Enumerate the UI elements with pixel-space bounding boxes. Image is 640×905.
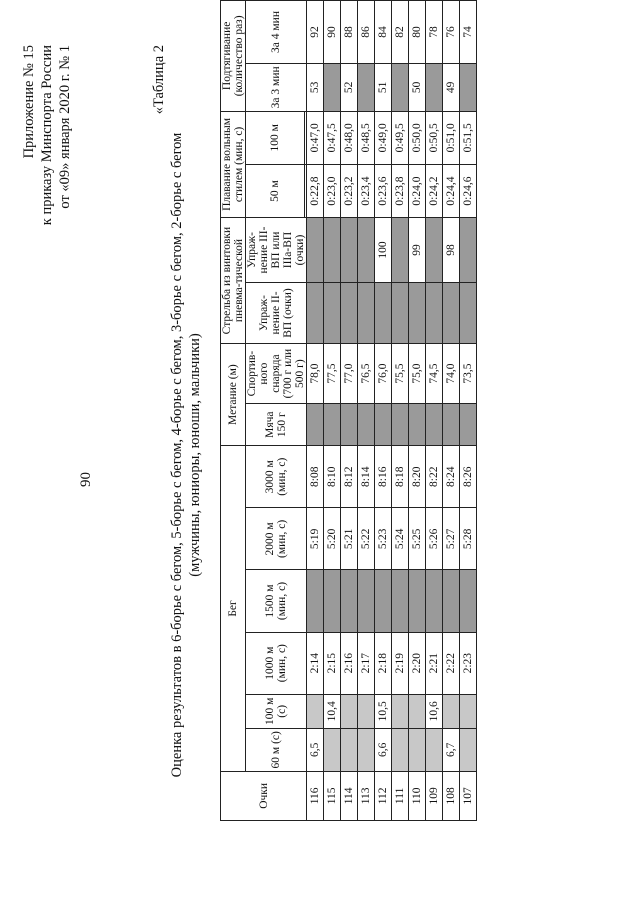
table-cell (409, 404, 426, 446)
col-swim-50: 50 м (246, 164, 305, 217)
table-cell: 0:49,5 (392, 111, 409, 164)
cell-points: 111 (392, 771, 409, 820)
col-sport: Спортив-ного снаряда (700 г или 500 г) (246, 344, 307, 404)
table-cell: 8:12 (341, 446, 358, 508)
table-cell (392, 218, 409, 283)
table-cell: 53 (307, 64, 324, 112)
cell-points: 116 (307, 771, 324, 820)
table-cell (358, 64, 375, 112)
table-row (307, 1, 324, 821)
table-cell (307, 218, 324, 283)
table-cell: 88 (341, 1, 358, 64)
table-cell: 8:08 (307, 446, 324, 508)
table-cell (324, 570, 341, 632)
table-cell: 90 (324, 1, 341, 64)
group-run: Бег (221, 446, 246, 772)
table-cell (443, 404, 460, 446)
table-cell (460, 404, 477, 446)
col-60m: 60 м (с) (246, 728, 307, 771)
table-cell: 2:15 (324, 632, 341, 694)
table-cell (409, 282, 426, 343)
table-cell (341, 282, 358, 343)
cell-points: 113 (358, 771, 375, 820)
table-cell: 78,0 (307, 344, 324, 404)
table-cell: 0:50,0 (409, 111, 426, 164)
table-cell: 99 (409, 218, 426, 283)
group-shoot: Стрельба из винтовки пневма-тической (221, 218, 246, 344)
table-cell: 0:49,0 (375, 111, 392, 164)
appendix-block (20, 45, 74, 305)
table-cell: 2:20 (409, 632, 426, 694)
table-cell (392, 694, 409, 728)
table-cell: 10,4 (324, 694, 341, 728)
table-cell: 74,5 (426, 344, 443, 404)
table-cell: 73,5 (460, 344, 477, 404)
table-cell: 92 (307, 1, 324, 64)
table-cell (307, 404, 324, 446)
table-cell: 2:21 (426, 632, 443, 694)
cell-points: 115 (324, 771, 341, 820)
table-cell: 10,5 (375, 694, 392, 728)
table-cell: 0:50,5 (426, 111, 443, 164)
table-label: «Таблица 2 (151, 45, 167, 115)
table-cell (443, 570, 460, 632)
table-cell (324, 728, 341, 771)
table-cell: 8:22 (426, 446, 443, 508)
table-cell (426, 570, 443, 632)
table-cell: 0:48,5 (358, 111, 375, 164)
table-cell: 82 (392, 1, 409, 64)
table-cell (460, 64, 477, 112)
table-heading (168, 25, 204, 885)
table-row (358, 1, 375, 821)
table-cell: 2:16 (341, 632, 358, 694)
table-cell: 10,6 (426, 694, 443, 728)
table-cell (307, 282, 324, 343)
table-cell (358, 728, 375, 771)
table-cell: 2:19 (392, 632, 409, 694)
table-row (392, 1, 409, 821)
table-cell (460, 218, 477, 283)
table-cell: 0:48,0 (341, 111, 358, 164)
table-cell (341, 694, 358, 728)
table-cell: 8:18 (392, 446, 409, 508)
table-cell: 5:25 (409, 508, 426, 570)
table-cell: 0:23,8 (392, 164, 409, 217)
table-cell: 5:28 (460, 508, 477, 570)
table-row (409, 1, 426, 821)
table-cell (392, 64, 409, 112)
col-100m: 100 м (с) (246, 694, 307, 728)
table-cell: 0:24,6 (460, 164, 477, 217)
table-cell (409, 694, 426, 728)
table-cell: 50 (409, 64, 426, 112)
table-cell: 49 (443, 64, 460, 112)
table-cell (426, 728, 443, 771)
table-cell (358, 282, 375, 343)
table-row (341, 1, 358, 821)
table-cell (426, 218, 443, 283)
table-cell: 5:21 (341, 508, 358, 570)
col-shoot-2: Упраж-нение II-ВП (очки) (246, 282, 307, 343)
table-cell: 0:22,8 (307, 164, 324, 217)
col-points: Очки (221, 771, 307, 820)
table-cell: 0:24,4 (443, 164, 460, 217)
col-2000m: 2000 м (мин, с) (246, 508, 307, 570)
table-cell (375, 404, 392, 446)
table-cell: 76,5 (358, 344, 375, 404)
table-cell: 2:14 (307, 632, 324, 694)
table-cell (443, 282, 460, 343)
table-cell (341, 218, 358, 283)
table-row (324, 1, 341, 821)
table-cell (426, 64, 443, 112)
appendix-line-2: к приказу Минспорта России (39, 45, 55, 226)
table-cell (460, 728, 477, 771)
table-cell (460, 282, 477, 343)
cell-points: 114 (341, 771, 358, 820)
cell-points: 110 (409, 771, 426, 820)
table-cell: 0:23,4 (358, 164, 375, 217)
table-cell: 2:17 (358, 632, 375, 694)
table-cell (324, 404, 341, 446)
table-cell: 6,5 (307, 728, 324, 771)
col-swim-100: 100 м (246, 111, 305, 164)
table-cell: 86 (358, 1, 375, 64)
table-row (375, 1, 392, 821)
table-cell (460, 570, 477, 632)
col-shoot-3: Упраж-нение III-ВП или IIIa-ВП (очки) (246, 218, 307, 283)
table-cell: 5:19 (307, 508, 324, 570)
table-cell (358, 404, 375, 446)
cell-points: 108 (443, 771, 460, 820)
table-cell (324, 282, 341, 343)
col-1000m: 1000 м (мин, с) (246, 632, 307, 694)
table-cell: 78 (426, 1, 443, 64)
table-cell (426, 282, 443, 343)
table-cell: 80 (409, 1, 426, 64)
table-cell: 0:23,0 (324, 164, 341, 217)
table-cell: 2:18 (375, 632, 392, 694)
table-cell: 8:20 (409, 446, 426, 508)
appendix-line-1: Приложение № 15 (21, 45, 37, 159)
table-cell: 77,5 (324, 344, 341, 404)
col-3000m: 3000 м (мин, с) (246, 446, 307, 508)
table-cell: 8:14 (358, 446, 375, 508)
table-cell (409, 570, 426, 632)
table-cell: 5:27 (443, 508, 460, 570)
table-cell: 5:23 (375, 508, 392, 570)
table-cell: 75,5 (392, 344, 409, 404)
table-cell (392, 570, 409, 632)
table-cell (426, 404, 443, 446)
results-table (220, 0, 477, 821)
table-cell: 6,6 (375, 728, 392, 771)
table-cell: 8:10 (324, 446, 341, 508)
table-cell: 75,0 (409, 344, 426, 404)
table-cell: 0:24,0 (409, 164, 426, 217)
table-cell: 6,7 (443, 728, 460, 771)
table-cell (307, 570, 324, 632)
table-body (307, 1, 477, 821)
table-cell: 0:47,5 (324, 111, 341, 164)
group-swim: Плавание вольным стилем (мин, с) (221, 111, 246, 217)
table-cell: 0:24,2 (426, 164, 443, 217)
table-cell: 98 (443, 218, 460, 283)
page-number: 90 (78, 472, 94, 487)
group-pull: Подтягивание (количество раз) (221, 1, 246, 112)
table-cell: 74,0 (443, 344, 460, 404)
cell-points: 107 (460, 771, 477, 820)
table-cell (341, 404, 358, 446)
table-cell: 51 (375, 64, 392, 112)
table-cell: 5:22 (358, 508, 375, 570)
table-cell: 2:22 (443, 632, 460, 694)
col-1500m: 1500 м (мин, с) (246, 570, 307, 632)
table-cell: 76,0 (375, 344, 392, 404)
table-cell (392, 728, 409, 771)
table-cell (324, 64, 341, 112)
cell-points: 109 (426, 771, 443, 820)
table-cell: 2:23 (460, 632, 477, 694)
col-pull-4: За 4 мин (246, 1, 307, 64)
table-cell: 77,0 (341, 344, 358, 404)
appendix-line-3: от «09» января 2020 г. № 1 (57, 45, 73, 209)
table-cell: 0:23,2 (341, 164, 358, 217)
table-cell (341, 570, 358, 632)
table-cell (409, 728, 426, 771)
table-cell: 100 (375, 218, 392, 283)
table-cell (375, 570, 392, 632)
cell-points: 112 (375, 771, 392, 820)
table-row (460, 1, 477, 821)
table-cell: 5:24 (392, 508, 409, 570)
table-cell: 8:16 (375, 446, 392, 508)
heading-line-1: Оценка результатов в 6-борье с бегом, 5-борье с бегом, 4-борье с бегом, 3-борье с бегом, 2-борье с бегом (169, 132, 185, 778)
heading-line-2: (мужчины, юниоры, юноши, мальчики) (187, 333, 203, 577)
table-row (443, 1, 460, 821)
col-ball: Мяча 150 г (246, 404, 307, 446)
table-cell: 0:23,6 (375, 164, 392, 217)
table-cell: 0:51,5 (460, 111, 477, 164)
group-throw: Метание (м) (221, 344, 246, 446)
table-cell: 5:20 (324, 508, 341, 570)
table-cell (358, 570, 375, 632)
table-cell (307, 694, 324, 728)
table-cell: 5:26 (426, 508, 443, 570)
table-cell (392, 282, 409, 343)
table-cell (392, 404, 409, 446)
table-cell (443, 694, 460, 728)
table-cell: 74 (460, 1, 477, 64)
table-cell (375, 282, 392, 343)
table-cell: 52 (341, 64, 358, 112)
table-cell: 0:51,0 (443, 111, 460, 164)
table-cell (460, 694, 477, 728)
table-cell: 76 (443, 1, 460, 64)
col-pull-3: За 3 мин (246, 64, 307, 112)
table-cell (358, 694, 375, 728)
table-cell: 0:47,0 (307, 111, 324, 164)
table-cell: 8:26 (460, 446, 477, 508)
table-cell: 8:24 (443, 446, 460, 508)
table-cell: 84 (375, 1, 392, 64)
table-cell (341, 728, 358, 771)
table-cell (358, 218, 375, 283)
table-row (426, 1, 443, 821)
table-cell (324, 218, 341, 283)
